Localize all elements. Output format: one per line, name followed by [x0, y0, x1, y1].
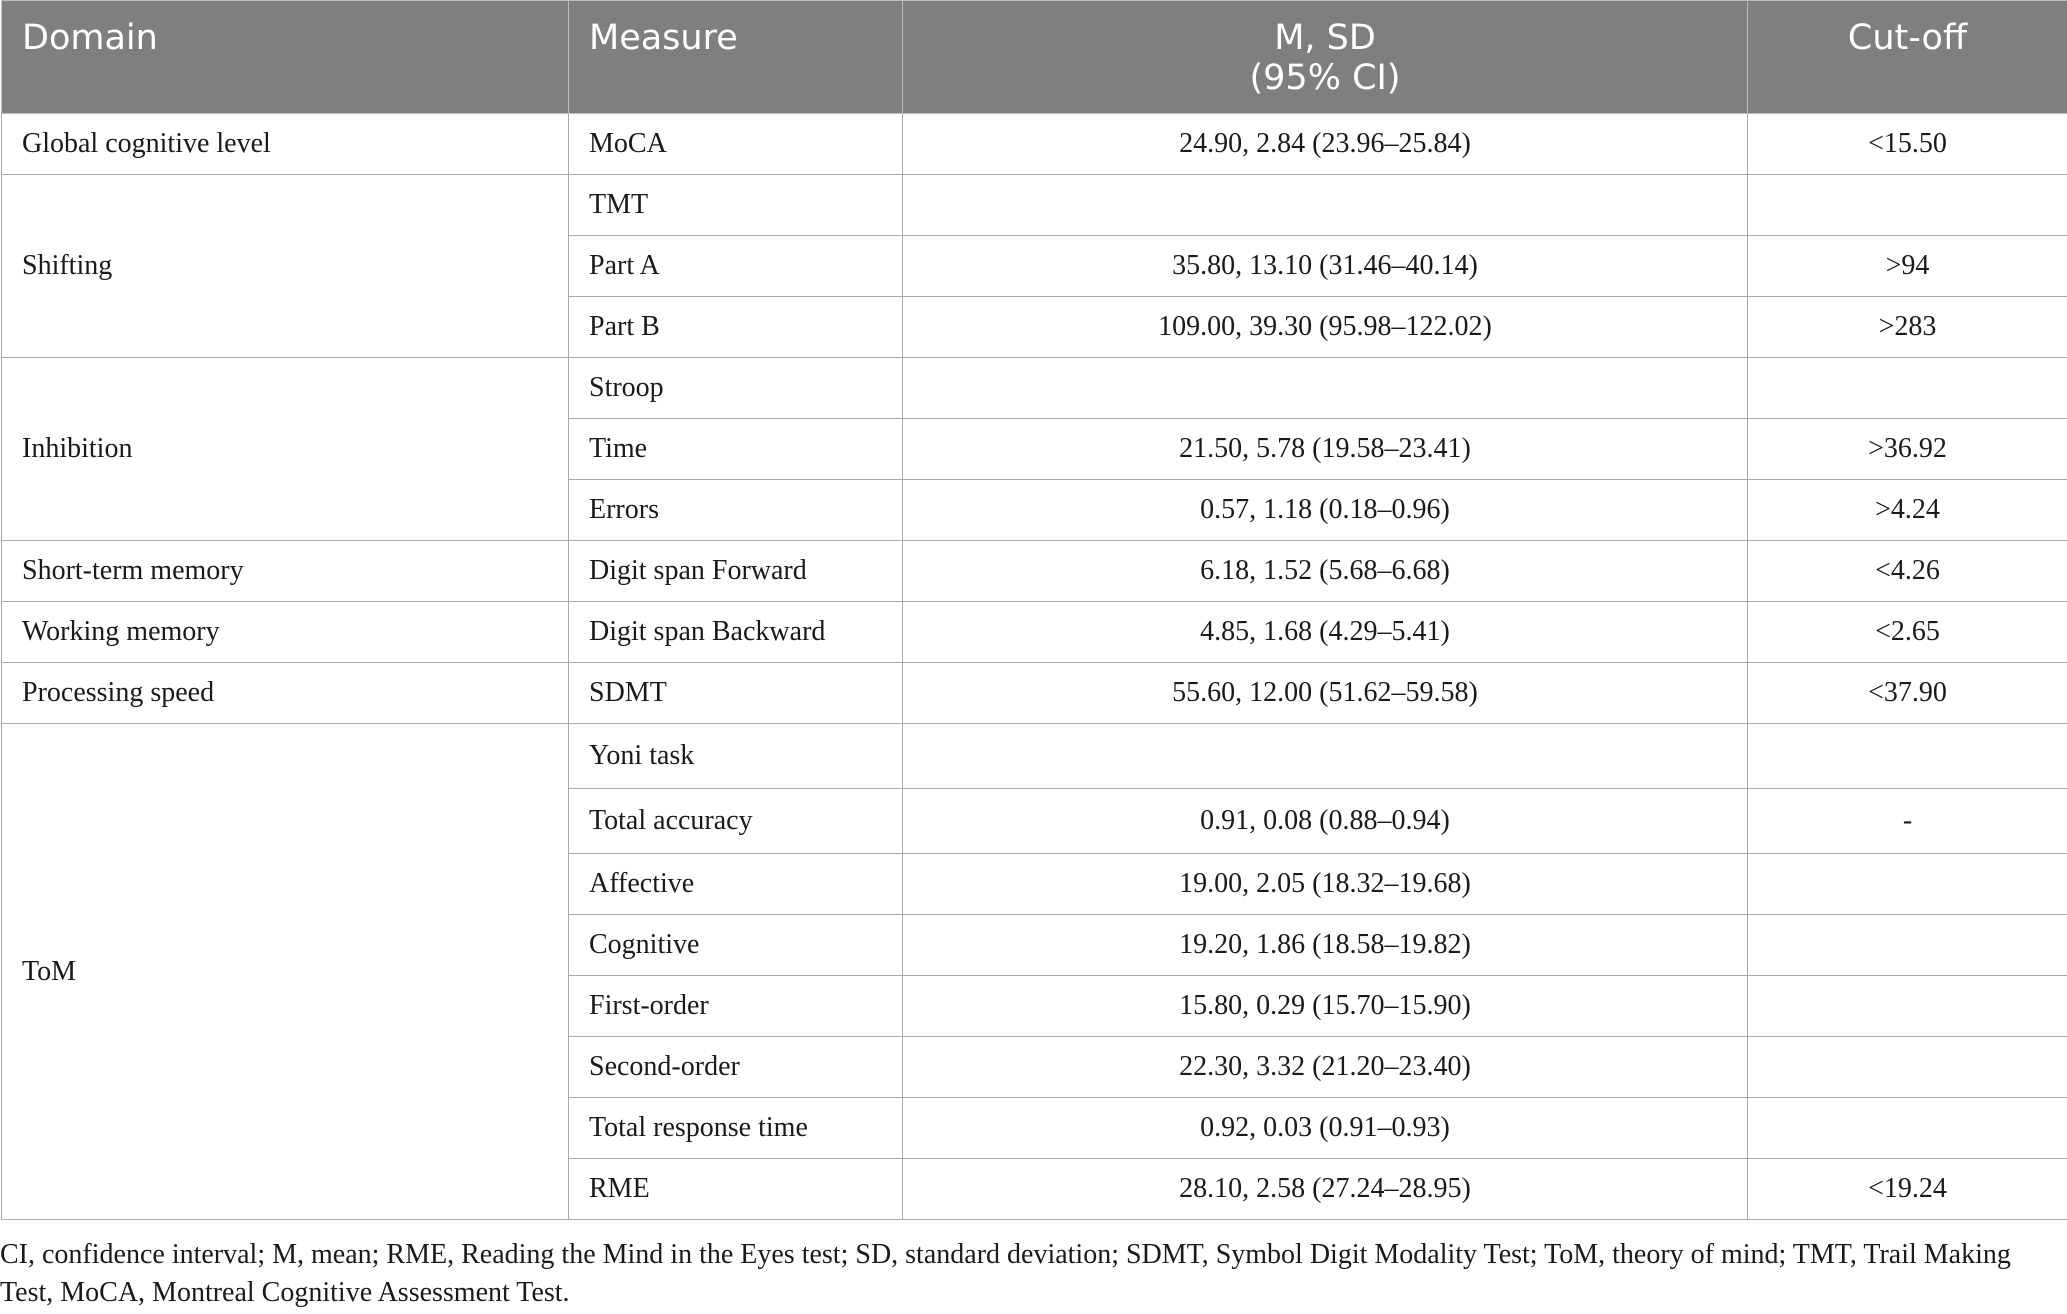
value-cell: 0.57, 1.18 (0.18–0.96)	[903, 480, 1748, 541]
cognitive-results-table	[1, 0, 2067, 1220]
cutoff-cell	[1748, 1098, 2067, 1159]
header-m-sd	[903, 1, 1748, 114]
cutoff-cell: <4.26	[1748, 541, 2067, 602]
value-cell: 0.91, 0.08 (0.88–0.94)	[903, 789, 1748, 854]
measure-cell: Digit span Forward	[569, 541, 903, 602]
domain-cell: ToM	[2, 724, 569, 1220]
measure-cell: Errors	[569, 480, 903, 541]
table-row	[2, 663, 2067, 724]
header-measure: Measure	[569, 1, 903, 114]
value-cell	[903, 724, 1748, 789]
measure-cell: First-order	[569, 976, 903, 1037]
domain-cell: Short-term memory	[2, 541, 569, 602]
measure-cell: Yoni task	[569, 724, 903, 789]
cutoff-cell: <2.65	[1748, 602, 2067, 663]
measure-cell: Cognitive	[569, 915, 903, 976]
table-row	[2, 175, 2067, 236]
cutoff-cell: >94	[1748, 236, 2067, 297]
value-cell: 35.80, 13.10 (31.46–40.14)	[903, 236, 1748, 297]
cutoff-cell	[1748, 724, 2067, 789]
cutoff-cell: <37.90	[1748, 663, 2067, 724]
table-row	[2, 358, 2067, 419]
table-row	[2, 724, 2067, 789]
cutoff-cell	[1748, 175, 2067, 236]
value-cell: 19.20, 1.86 (18.58–19.82)	[903, 915, 1748, 976]
domain-cell: Working memory	[2, 602, 569, 663]
domain-cell: Inhibition	[2, 358, 569, 541]
measure-cell: Second-order	[569, 1037, 903, 1098]
value-cell	[903, 175, 1748, 236]
measure-cell: Part A	[569, 236, 903, 297]
cutoff-cell: >4.24	[1748, 480, 2067, 541]
cutoff-cell: <15.50	[1748, 114, 2067, 175]
measure-cell: Affective	[569, 854, 903, 915]
table-header-row	[2, 1, 2067, 114]
value-cell: 22.30, 3.32 (21.20–23.40)	[903, 1037, 1748, 1098]
cutoff-cell	[1748, 854, 2067, 915]
header-m-sd-line1: M, SD	[1274, 18, 1376, 58]
cutoff-cell	[1748, 358, 2067, 419]
measure-cell: SDMT	[569, 663, 903, 724]
cutoff-cell: <19.24	[1748, 1159, 2067, 1220]
value-cell: 19.00, 2.05 (18.32–19.68)	[903, 854, 1748, 915]
value-cell: 21.50, 5.78 (19.58–23.41)	[903, 419, 1748, 480]
value-cell: 55.60, 12.00 (51.62–59.58)	[903, 663, 1748, 724]
table-row	[2, 541, 2067, 602]
value-cell: 0.92, 0.03 (0.91–0.93)	[903, 1098, 1748, 1159]
cutoff-cell: -	[1748, 789, 2067, 854]
value-cell: 15.80, 0.29 (15.70–15.90)	[903, 976, 1748, 1037]
domain-cell: Processing speed	[2, 663, 569, 724]
domain-cell: Global cognitive level	[2, 114, 569, 175]
value-cell: 109.00, 39.30 (95.98–122.02)	[903, 297, 1748, 358]
value-cell: 6.18, 1.52 (5.68–6.68)	[903, 541, 1748, 602]
measure-cell: TMT	[569, 175, 903, 236]
cutoff-cell: >36.92	[1748, 419, 2067, 480]
cutoff-cell	[1748, 976, 2067, 1037]
cutoff-cell	[1748, 915, 2067, 976]
measure-cell: RME	[569, 1159, 903, 1220]
value-cell: 4.85, 1.68 (4.29–5.41)	[903, 602, 1748, 663]
value-cell: 24.90, 2.84 (23.96–25.84)	[903, 114, 1748, 175]
measure-cell: Digit span Backward	[569, 602, 903, 663]
table-footnote: CI, confidence interval; M, mean; RME, Reading the Mind in the Eyes test; SD, standard deviation; SDMT, Symbol Digit Modality Test; ToM, theory of mind; TMT, Trail Making Test, MoCA, Montreal Cognitive Assessment Test.	[0, 1239, 2011, 1308]
measure-cell: Part B	[569, 297, 903, 358]
value-cell	[903, 358, 1748, 419]
measure-cell: MoCA	[569, 114, 903, 175]
measure-cell: Stroop	[569, 358, 903, 419]
table-row	[2, 602, 2067, 663]
header-cutoff: Cut-off	[1748, 1, 2067, 114]
value-cell: 28.10, 2.58 (27.24–28.95)	[903, 1159, 1748, 1220]
domain-cell: Shifting	[2, 175, 569, 358]
measure-cell: Time	[569, 419, 903, 480]
measure-cell: Total accuracy	[569, 789, 903, 854]
table-row	[2, 114, 2067, 175]
header-domain: Domain	[2, 1, 569, 114]
cutoff-cell: >283	[1748, 297, 2067, 358]
header-m-sd-line2: (95% CI)	[1249, 58, 1401, 98]
cutoff-cell	[1748, 1037, 2067, 1098]
measure-cell: Total response time	[569, 1098, 903, 1159]
